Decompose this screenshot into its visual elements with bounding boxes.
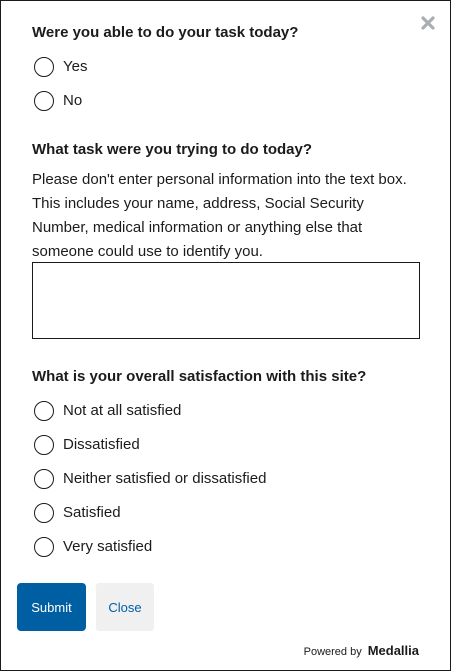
question-task-description: What task were you trying to do today? — [32, 141, 313, 158]
radio-satisfied[interactable] — [34, 502, 121, 524]
radio-label: Yes — [63, 58, 88, 75]
medallia-logo[interactable]: Medallia — [367, 643, 419, 658]
powered-by-text: Powered by — [303, 646, 362, 658]
radio-label: Dissatisfied — [63, 436, 140, 453]
radio-dissatisfied[interactable] — [34, 434, 140, 456]
radio-button[interactable] — [34, 435, 54, 455]
radio-button[interactable] — [34, 537, 54, 557]
radio-label: Satisfied — [63, 504, 121, 521]
radio-button[interactable] — [34, 503, 54, 523]
close-icon[interactable] — [418, 13, 438, 33]
powered-by — [304, 643, 419, 658]
radio-button[interactable] — [34, 57, 54, 77]
radio-button[interactable] — [34, 91, 54, 111]
radio-label: No — [63, 92, 83, 109]
task-description-input[interactable] — [32, 262, 420, 339]
radio-label: Very satisfied — [63, 538, 153, 555]
privacy-help-text: Please don't enter personal information into the text box. This includes your name, address, Social Security Number, medical information or anything else that someone could use to identify you. — [32, 171, 407, 260]
radio-label: Not at all satisfied — [63, 402, 182, 419]
radio-not-at-all-satisfied[interactable] — [34, 400, 181, 422]
radio-yes[interactable] — [34, 56, 87, 78]
submit-button[interactable]: Submit — [17, 583, 86, 631]
radio-button[interactable] — [34, 401, 54, 421]
radio-very-satisfied[interactable] — [34, 536, 152, 558]
close-button[interactable]: Close — [96, 583, 154, 631]
question-task-done: Were you able to do your task today? — [32, 24, 299, 41]
radio-button[interactable] — [34, 469, 54, 489]
radio-no[interactable] — [34, 90, 82, 112]
radio-label: Neither satisfied or dissatisfied — [63, 470, 267, 487]
question-satisfaction: What is your overall satisfaction with this site? — [32, 368, 367, 385]
radio-neither[interactable] — [34, 468, 266, 490]
